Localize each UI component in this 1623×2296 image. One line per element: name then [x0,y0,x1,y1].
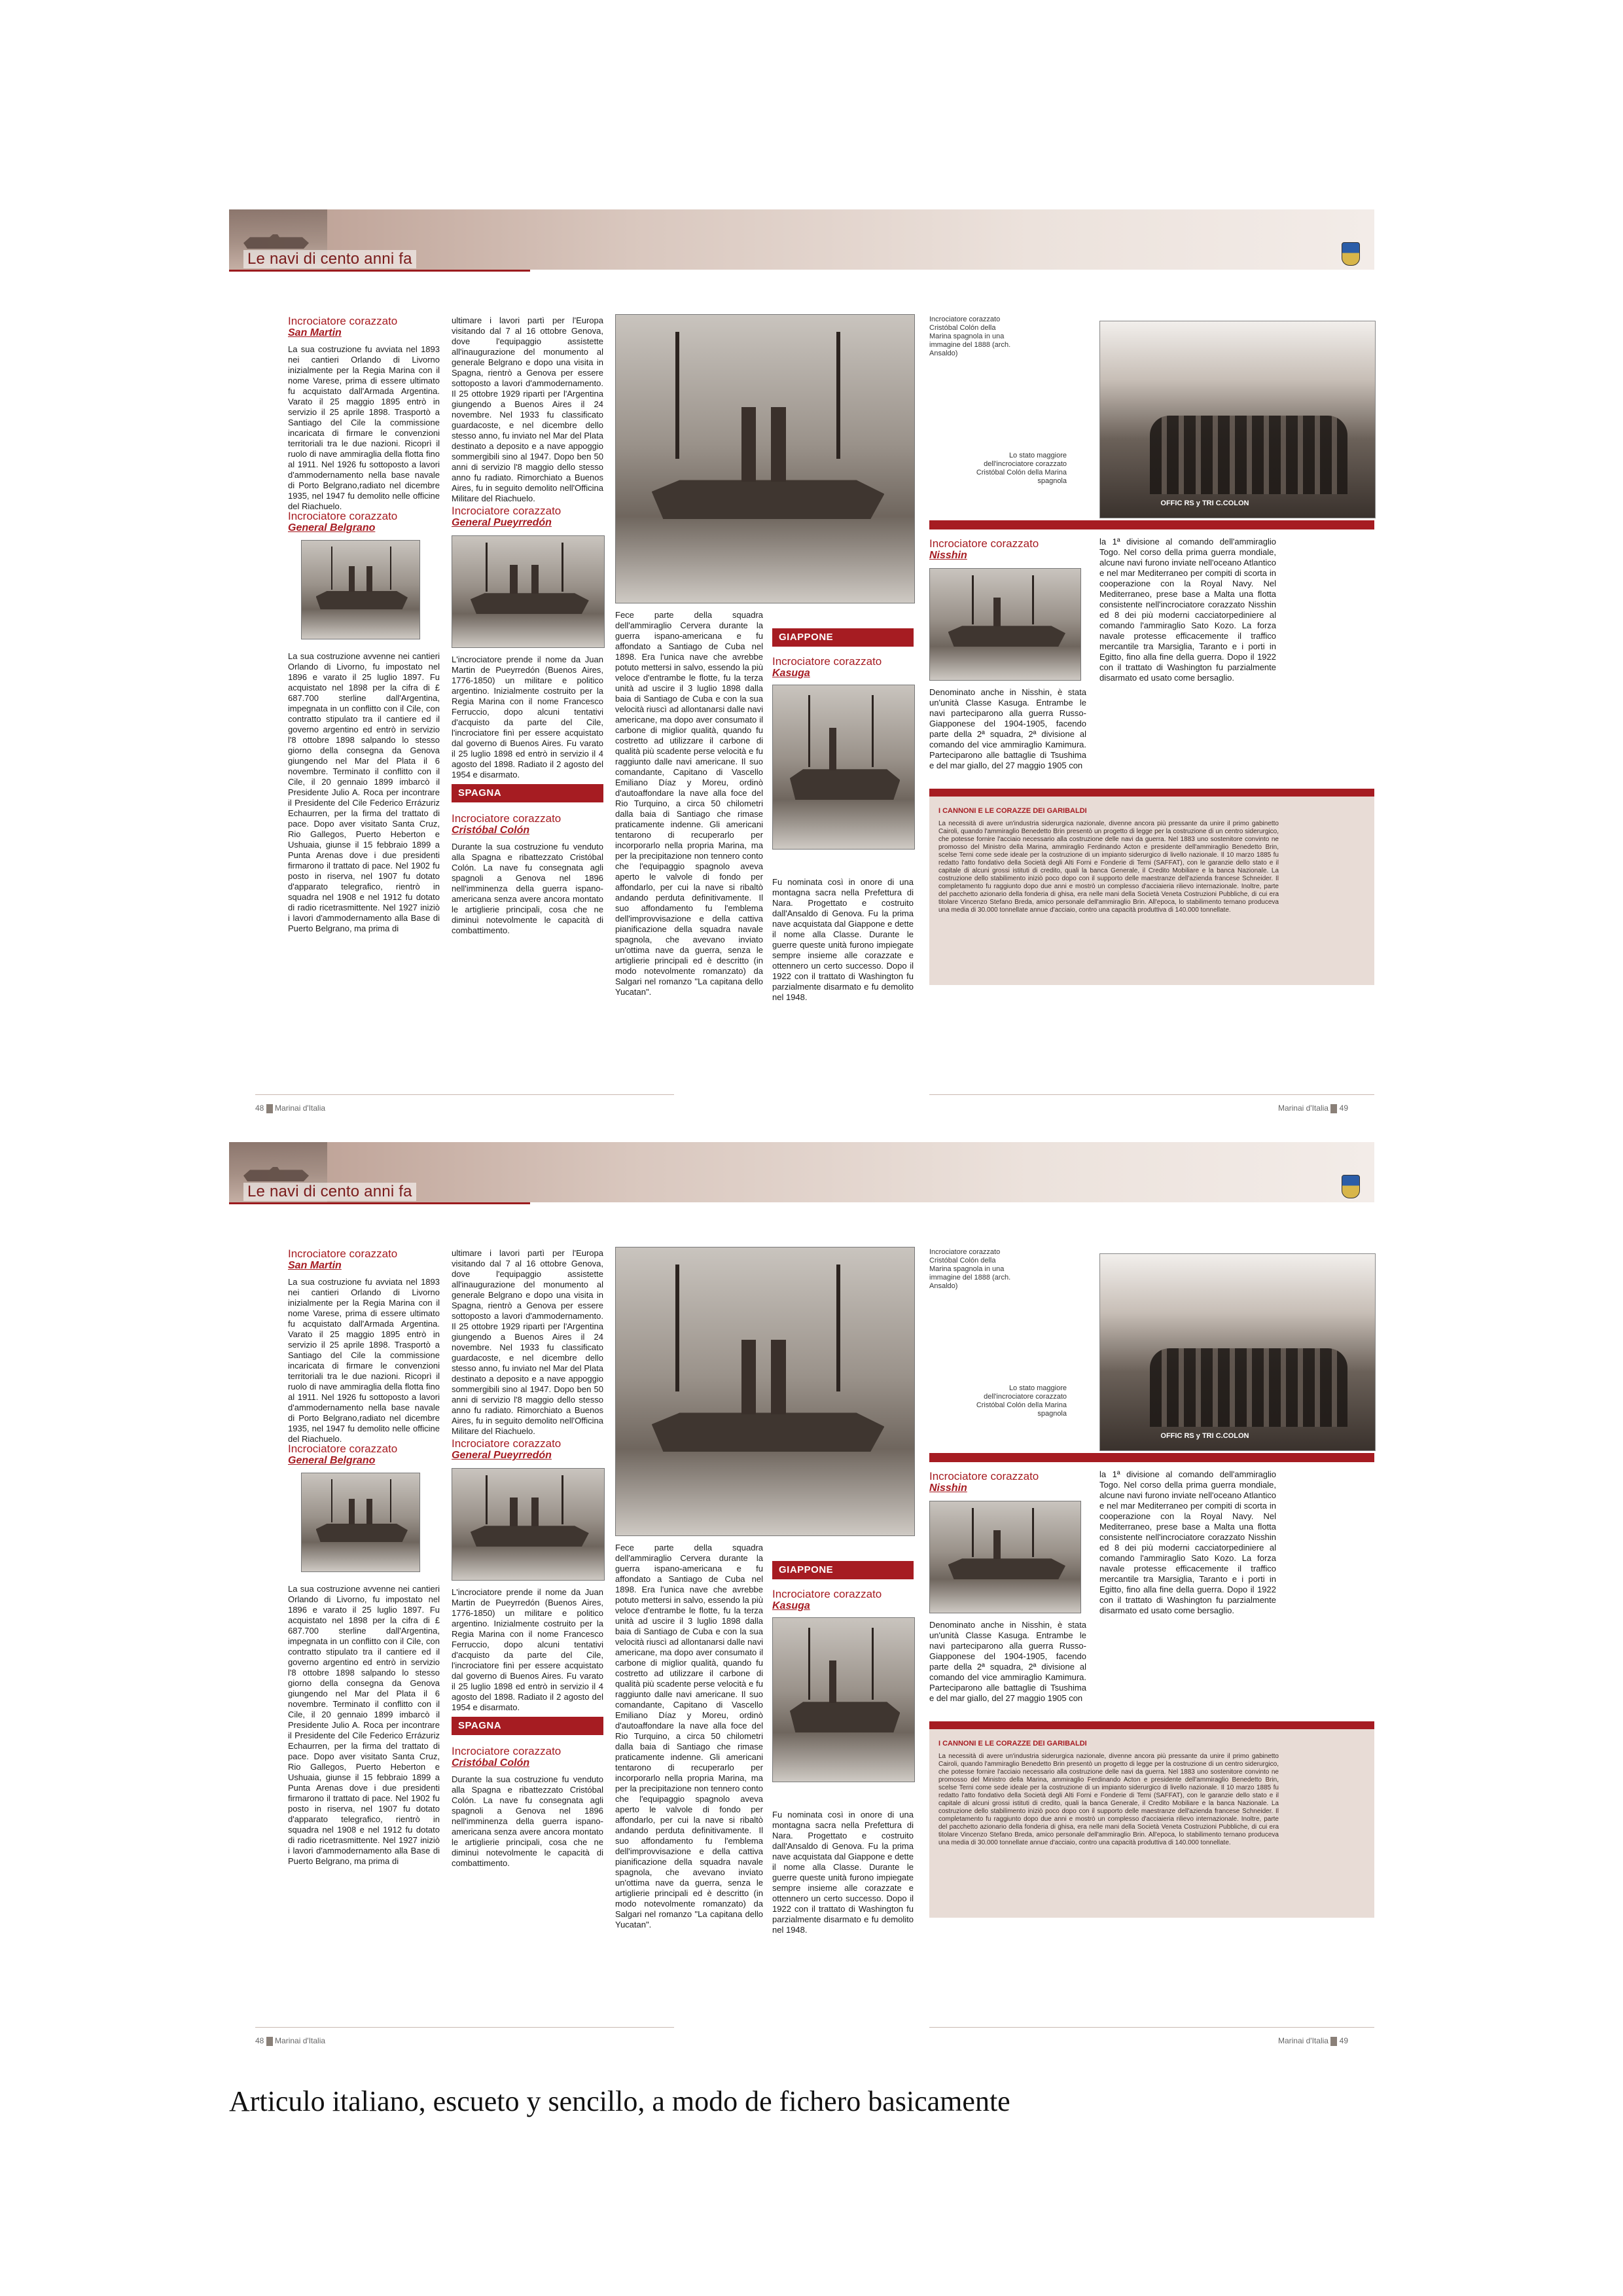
kasuga-kicker: Incrociatore corazzato [772,655,882,668]
general-pueyrredon-kicker: Incrociatore corazzato [452,505,562,517]
san-martin-text: La sua costruzione fu avviata nel 1893 nei cantieri Orlando di Livorno inizialmente per la Regia Marina con il nome Varese, prima di essere ultimato fu acquistato dall'Armada Argentina. Varato il 25 maggio 1895 entrò in servizio il 25 aprile 1898. Trasportò a Santiago del Cile la commissione incaricata di firmare le convenzioni territoriali tra le due nazioni. Ricoprì il ruolo di nave ammiraglia della flotta fino al 1911. Nel 1926 fu sottoposto a lavori d'ammodernamento nella base navale di Porto Belgrano,radiato nel dicembre 1935, nel 1947 fu demolito nelle officine del Riachuelo. [288,1277,440,1444]
crew-photo [1099,321,1376,518]
kasuga-photo [772,685,915,850]
general-belgrano-kicker: Incrociatore corazzato [288,1443,398,1455]
belgrano-continued-text: ultimare i lavori partì per l'Europa visitando dal 7 al 16 ottobre Genova, dove l'equipaggio assistette all'inaugurazione del monumento al generale Belgrano e dopo una visita in Spagna, rientrò a Genova per essere sottoposto a lavori d'ammodernamento. Il 25 ottobre 1929 ripartì per l'Argentina giungendo a Buenos Aires il 24 novembre. Nel 1933 fu classificato guardacoste, e nel dicembre dello stesso anno, fu inviato nel Mar del Plata destinato a deposito e a nave appoggio sommergibili sino al 1947. Dopo ben 50 anni di servizio l'8 maggio dello stesso anno fu radiato. Rimorchiato a Buenos Aires, fu in seguito demolito nell'Officina Militare del Riachuelo. [452,1248,603,1436]
sidebar-box-text: La necessità di avere un'industria siderurgica nazionale, divenne ancora più pressante da unire il primo gabinetto Cairoli, quando l'ammiraglio Benedetto Brin presentò un progetto di legge per la costruzione di un centro siderurgico, che potesse fornire l'acciaio necessario alla costruzione delle navi da guerra. Nel 1883 uno sostenitore convinto ne promosso del Ministro della Marina, ammiraglio Ferdinando Acton e presidente dell'ammiraglio Benedetto Brin, scelse Terni come sede ideale per la costruzione di un impianto siderurgico di livello nazionale. Il 10 marzo 1885 fu redatto l'atto fondativo della Società degli Alti Forni e Fonderie di Terni (SAFFAT), con le garanzie dello stato e il capitale di alcuni grossi istituti di credito, quali la banca Generale, il Credito Mobiliare e la banca Nazionale. La costruzione dello stabilimento iniziò poco dopo con il supporto delle maestranze dell'azienda francese Schneider. Il completamento fu raggiunto dopo due anni e mostrò un complesso d'acciaieria rilievo internazionale. Inoltre, parte del pacchetto azionario della fonderia di ghisa, era nelle mani della Società Veneta Costruzioni Pubbliche, di cui era titolare Vincenzo Stefano Breda, amico personale dell'ammiraglio Brin. All'epoca, lo stabilimento ternano produceva una media di 30.000 tonnellate annue d'acciaio, contro una capacità produttiva di 140.000 tonnellate. [938,1753,1279,1846]
san-martin-kicker: Incrociatore corazzato [288,315,398,327]
header-title: Le navi di cento anni fa [243,250,416,268]
san-martin-name: San Martin [288,327,342,338]
footer-label-right: Marinai d'Italia [1277,2036,1329,2045]
cristobal-colon-history-text: Fece parte della squadra dell'ammiraglio Cervera durante la guerra ispano-americana e fu affondato a Santiago de Cuba nel 1898. Era l'unica nave che avrebbe potuto mettersi in salvo, essendo la più veloce d'entrambe le flotte, fu la terza unità ad uscire il 3 luglio 1898 dalla baia di Santiago de Cuba e con la sua velocità riuscì ad allontanarsi dalle navi americane, ma dopo aver consumato il carbone di miglior qualità, quando fu costretto ad utilizzare il carbone di qualità più scadente perse velocità e fu raggiunto dalle navi americane. Il suo comandante, Capitano di Vascello Emiliano Díaz y Moreu, ordinò d'autoaffondare la nave alla foce del Rio Turquino, a circa 50 chilometri dalla baia di Santiago che rimase praticamente indenne. Gli americani tentarono di recuperarlo per incorporarlo nella propria Marina, ma per la precipitazione non tennero conto che l'equipaggio spagnolo aveva aperto le valvole di fondo per affondarlo, per cui la nave si ribaltò andando perduta definitivamente. Il suo affondamento fu l'emblema dell'improvvisazione e della cattiva pianificazione della squadra navale spagnola, che avevano inviato un'ottima nave da guerra, senza le artiglierie principali ed è descritto (in modo notevolmente romanzato) da Salgari nel romanzo "La capitana dello Yucatan". [615,610,763,997]
kasuga-text: Fu nominata così in onore di una montagna sacra nella Prefettura di Nara. Progettato e costruito dall'Ansaldo di Genova. Fu la prima nave acquistata dal Giappone e dette il nome alla Classe. Durante le guerre queste unità furono impiegate sempre insieme alle corazzate e ottennero un certo successo. Dopo il 1922 con il trattato di Washington fu parzialmente disarmato e fu demolito nel 1948. [772,877,914,1002]
nisshin-photo [929,1501,1081,1613]
bottom-caption: Articulo italiano, escueto y sencillo, a modo de fichero basicamente [229,2085,1010,2117]
footer-square-icon [266,1104,273,1113]
general-pueyrredon-text: L'incrociatore prende il nome da Juan Martin de Pueyrredón (Buenos Aires, 1776-1850) un militare e politico argentino. Inizialmente costruito per la Regia Marina con il nome Francesco Ferruccio, dopo alcuni tentativi d'acquisto da parte del Cile, l'incrociatore finì per essere acquistato dal governo di Buenos Aires. Fu varato il 25 luglio 1898 ed entrò in servizio il 4 agosto del 1898. Radiato il 2 agosto del 1954 e disarmato. [452,655,603,780]
general-belgrano-photo [301,540,420,639]
nisshin-name: Nisshin [929,1482,967,1494]
footer-square-icon [266,2037,273,2046]
sidebar-box [929,1721,1374,1918]
cristobal-colon-kicker: Incrociatore corazzato [452,1745,562,1757]
general-belgrano-text: La sua costruzione avvenne nei cantieri Orlando di Livorno, fu impostato nel 1896 e varato il 25 luglio 1897. Fu acquistato nel 1898 per la cifra di £ 687.700 sterline dall'Argentina, impegnata in un conflitto con il Cile, con contratto stipulato tra il cantiere ed il governo argentino ed entrò in servizio l'8 ottobre 1898 salpando lo stesso giorno della consegna da Genova giungendo nel Mar del Plata il 6 novembre. Terminato il conflitto con il Cile, il 20 gennaio 1899 imbarcò il Presidente Julio A. Roca per incontrare il Presidente del Cile Federico Errázuriz Echaurren, per la firma del trattato di pace. Dopo aver visitato Santa Cruz, Rio Gallegos, Puerto Heberton e Ushuaia, giunse il 15 febbraio 1899 a Punta Arenas dove i due presidenti firmarono il trattato di pace. Nel 1902 fu posto in riserva, nel 1907 fu dotato d'apparato telegrafico, rientrò in squadra nel 1908 e nel 1912 fu dotato di radio ricetrasmittente. Nel 1927 iniziò i lavori d'ammodernamento alla Base di Puerto Belgrano, ma prima di [288,1584,440,1866]
section-bar-spagna: SPAGNA [452,784,603,802]
section-bar-giappone: GIAPPONE [772,628,914,647]
cristobal-colon-history-text: Fece parte della squadra dell'ammiraglio Cervera durante la guerra ispano-americana e fu affondato a Santiago de Cuba nel 1898. Era l'unica nave che avrebbe potuto mettersi in salvo, essendo la più veloce d'entrambe le flotte, fu la terza unità ad uscire il 3 luglio 1898 dalla baia di Santiago de Cuba e con la sua velocità riuscì ad allontanarsi dalle navi americane, ma dopo aver consumato il carbone di miglior qualità, quando fu costretto ad utilizzare il carbone di qualità più scadente perse velocità e fu raggiunto dalle navi americane. Il suo comandante, Capitano di Vascello Emiliano Díaz y Moreu, ordinò d'autoaffondare la nave alla foce del Rio Turquino, a circa 50 chilometri dalla baia di Santiago che rimase praticamente indenne. Gli americani tentarono di recuperarlo per incorporarlo nella propria Marina, ma per la precipitazione non tennero conto che l'equipaggio spagnolo aveva aperto le valvole di fondo per affondarlo, per cui la nave si ribaltò andando perduta definitivamente. Il suo affondamento fu l'emblema dell'improvvisazione e della cattiva pianificazione della squadra navale spagnola, che avevano inviato un'ottima nave da guerra, senza le artiglierie principali ed è descritto (in modo notevolmente romanzato) da Salgari nel romanzo "La capitana dello Yucatan". [615,1543,763,1929]
footer-left [255,1103,325,1113]
general-belgrano-name: General Belgrano [288,522,376,533]
cristobal-colon-text: Durante la sua costruzione fu venduto alla Spagna e ribattezzato Cristóbal Colón. La nave fu consegnata agli spagnoli a Genova nel 1896 nell'imminenza della guerra ispano-americana senza avere ancora montato le artiglierie principali, cosa che ne diminuì notevolmente le capacità di combattimento. [452,842,603,935]
footer-rule-right [929,2027,1374,2028]
page-number-right: 49 [1339,2036,1348,2045]
crew-photo [1099,1253,1376,1451]
belgrano-continued-text: ultimare i lavori partì per l'Europa visitando dal 7 al 16 ottobre Genova, dove l'equipaggio assistette all'inaugurazione del monumento al generale Belgrano e dopo una visita in Spagna, rientrò a Genova per essere sottoposto a lavori d'ammodernamento. Il 25 ottobre 1929 ripartì per l'Argentina giungendo a Buenos Aires il 24 novembre. Nel 1933 fu classificato guardacoste, e nel dicembre dello stesso anno, fu inviato nel Mar del Plata destinato a deposito e a nave appoggio sommergibili sino al 1947. Dopo ben 50 anni di servizio l'8 maggio dello stesso anno fu radiato. Rimorchiato a Buenos Aires, fu in seguito demolito nell'Officina Militare del Riachuelo. [452,315,603,503]
footer-right [1278,2036,1348,2046]
nisshin-text-continued: la 1ª divisione al comando dell'ammiraglio Togo. Nel corso della prima guerra mondiale, alcune navi furono inviate nell'oceano Atlantico e nel mar Mediterraneo per compiti di scorta in cooperazione con la Royal Navy. Nel Mediterraneo, prese base a Malta una flotta consistente nell'incrociatore corazzato Nisshin ed 8 dei più moderni cacciatorpediniere al comando l'ammiraglio Sato Kozo. La forza navale protesse efficacemente il traffico mercantile tra Marsiglia, Taranto e i porti in Egitto, fino alla fine della guerra. Dopo il 1922 con il trattato di Washington fu parzialmente disarmato ed usato come bersaglio. [1099,1469,1276,1615]
footer-rule-left [255,1094,674,1095]
nisshin-kicker: Incrociatore corazzato [929,1470,1039,1482]
header-rule [229,270,530,272]
kasuga-text: Fu nominata così in onore di una montagna sacra nella Prefettura di Nara. Progettato e costruito dall'Ansaldo di Genova. Fu la prima nave acquistata dal Giappone e dette il nome alla Classe. Durante le guerre queste unità furono impiegate sempre insieme alle corazzate e ottennero un certo successo. Dopo il 1922 con il trattato di Washington fu parzialmente disarmato e fu demolito nel 1948. [772,1810,914,1935]
page-number-right: 49 [1339,1103,1348,1113]
footer-left [255,2036,325,2046]
cristobal-colon-name: Cristóbal Colón [452,1757,530,1768]
footer-square-icon [1330,1104,1337,1113]
general-pueyrredon-photo [452,1468,605,1581]
red-rule-top [929,1453,1374,1462]
footer-square-icon [1330,2037,1337,2046]
magazine-spread-2 [229,1142,1374,2052]
sidebar-box [929,789,1374,985]
footer-right [1278,1103,1348,1113]
sidebar-box-title: I CANNONI E LE CORAZZE DEI GARIBALDI [938,1740,1087,1748]
kasuga-name: Kasuga [772,1600,810,1611]
navy-crest-icon [1342,1175,1360,1198]
nisshin-text: Denominato anche in Nisshin, è stata un'unità Classe Kasuga. Entrambe le navi parteciparono alla guerra Russo-Giapponese del 1904-1905, facendo parte della 2ª squadra, 2ª divisione al comando del vice ammiraglio Kamimura. Parteciparono alle battaglie di Tsushima e del mar giallo, del 27 maggio 1905 con [929,1620,1086,1703]
cristobal-colon-name: Cristóbal Colón [452,825,530,836]
footer-label-left: Marinai d'Italia [275,1103,326,1113]
colon-photo-caption: Incrociatore corazzato Cristóbal Colón della Marina spagnola in una immagine del 1888 (arch. Ansaldo) [929,315,1011,357]
navy-crest-icon [1342,242,1360,266]
crew-photo-caption: Lo stato maggiore dell'incrociatore corazzato Cristóbal Colón della Marina spagnola [976,452,1067,485]
san-martin-text: La sua costruzione fu avviata nel 1893 nei cantieri Orlando di Livorno inizialmente per la Regia Marina con il nome Varese, prima di essere ultimato fu acquistato dall'Armada Argentina. Varato il 25 maggio 1895 entrò in servizio il 25 aprile 1898. Trasportò a Santiago del Cile la commissione incaricata di firmare le convenzioni territoriali tra le due nazioni. Ricoprì il ruolo di nave ammiraglia della flotta fino al 1911. Nel 1926 fu sottoposto a lavori d'ammodernamento nella base navale di Porto Belgrano,radiato nel dicembre 1935, nel 1947 fu demolito nelle officine del Riachuelo. [288,344,440,511]
colon-photo-caption: Incrociatore corazzato Cristóbal Colón della Marina spagnola in una immagine del 1888 (arch. Ansaldo) [929,1248,1011,1290]
kasuga-kicker: Incrociatore corazzato [772,1588,882,1600]
sidebar-box-text: La necessità di avere un'industria siderurgica nazionale, divenne ancora più pressante da unire il primo gabinetto Cairoli, quando l'ammiraglio Benedetto Brin presentò un progetto di legge per la costruzione di un centro siderurgico, che potesse fornire l'acciaio necessario alla costruzione delle navi da guerra. Nel 1883 uno sostenitore convinto ne promosso del Ministro della Marina, ammiraglio Ferdinando Acton e presidente dell'ammiraglio Benedetto Brin, scelse Terni come sede ideale per la costruzione di un impianto siderurgico di livello nazionale. Il 10 marzo 1885 fu redatto l'atto fondativo della Società degli Alti Forni e Fonderie di Terni (SAFFAT), con le garanzie dello stato e il capitale di alcuni grossi istituti di credito, quali la banca Generale, il Credito Mobiliare e la banca Nazionale. La costruzione dello stabilimento iniziò poco dopo con il supporto delle maestranze dell'azienda francese Schneider. Il completamento fu raggiunto dopo due anni e mostrò un complesso d'acciaieria rilievo internazionale. Inoltre, parte del pacchetto azionario della fonderia di ghisa, era nelle mani della Società Veneta Costruzioni Pubbliche, di cui era titolare Vincenzo Stefano Breda, amico personale dell'ammiraglio Brin. All'epoca, lo stabilimento ternano produceva una media di 30.000 tonnellate annue d'acciaio, contro una capacità produttiva di 140.000 tonnellate. [938,820,1279,914]
section-bar-giappone: GIAPPONE [772,1561,914,1579]
san-martin-kicker: Incrociatore corazzato [288,1247,398,1260]
red-rule-top [929,520,1374,529]
nisshin-photo [929,568,1081,681]
header-title: Le navi di cento anni fa [243,1183,416,1201]
general-pueyrredon-kicker: Incrociatore corazzato [452,1437,562,1450]
header-rule [229,1202,530,1204]
crew-photo-caption: Lo stato maggiore dell'incrociatore corazzato Cristóbal Colón della Marina spagnola [976,1384,1067,1418]
footer-label-left: Marinai d'Italia [275,2036,326,2045]
general-belgrano-photo [301,1473,420,1572]
general-belgrano-kicker: Incrociatore corazzato [288,510,398,522]
footer-rule-right [929,1094,1374,1095]
page-number-left: 48 [255,2036,264,2045]
nisshin-text: Denominato anche in Nisshin, è stata un'unità Classe Kasuga. Entrambe le navi parteciparono alla guerra Russo-Giapponese del 1904-1905, facendo parte della 2ª squadra, 2ª divisione al comando del vice ammiraglio Kamimura. Parteciparono alle battaglie di Tsushima e del mar giallo, del 27 maggio 1905 con [929,687,1086,770]
general-belgrano-text: La sua costruzione avvenne nei cantieri Orlando di Livorno, fu impostato nel 1896 e varato il 25 luglio 1897. Fu acquistato nel 1898 per la cifra di £ 687.700 sterline dall'Argentina, impegnata in un conflitto con il Cile, con contratto stipulato tra il cantiere ed il governo argentino ed entrò in servizio l'8 ottobre 1898 salpando lo stesso giorno della consegna da Genova giungendo nel Mar del Plata il 6 novembre. Terminato il conflitto con il Cile, il 20 gennaio 1899 imbarcò il Presidente Julio A. Roca per incontrare il Presidente del Cile Federico Errázuriz Echaurren, per la firma del trattato di pace. Dopo aver visitato Santa Cruz, Rio Gallegos, Puerto Heberton e Ushuaia, giunse il 15 febbraio 1899 a Punta Arenas dove i due presidenti firmarono il trattato di pace. Nel 1902 fu posto in riserva, nel 1907 fu dotato d'apparato telegrafico, rientrò in squadra nel 1908 e nel 1912 fu dotato di radio ricetrasmittente. Nel 1927 iniziò i lavori d'ammodernamento alla Base di Puerto Belgrano, ma prima di [288,651,440,933]
cristobal-colon-kicker: Incrociatore corazzato [452,812,562,825]
general-pueyrredon-text: L'incrociatore prende il nome da Juan Martin de Pueyrredón (Buenos Aires, 1776-1850) un militare e politico argentino. Inizialmente costruito per la Regia Marina con il nome Francesco Ferruccio, dopo alcuni tentativi d'acquisto da parte del Cile, l'incrociatore finì per essere acquistato dal governo di Buenos Aires. Fu varato il 25 luglio 1898 ed entrò in servizio il 4 agosto del 1898. Radiato il 2 agosto del 1954 e disarmato. [452,1587,603,1712]
nisshin-kicker: Incrociatore corazzato [929,537,1039,550]
general-pueyrredon-name: General Pueyrredón [452,517,552,528]
footer-label-right: Marinai d'Italia [1277,1103,1329,1113]
cristobal-colon-photo [615,1247,915,1536]
cristobal-colon-text: Durante la sua costruzione fu venduto alla Spagna e ribattezzato Cristóbal Colón. La nave fu consegnata agli spagnoli a Genova nel 1896 nell'imminenza della guerra ispano-americana senza avere ancora montato le artiglierie principali, cosa che ne diminuì notevolmente le capacità di combattimento. [452,1774,603,1868]
sidebar-box-title: I CANNONI E LE CORAZZE DEI GARIBALDI [938,807,1087,815]
crew-photo-inscription: OFFIC RS y TRI C.COLON [1160,499,1249,507]
general-belgrano-name: General Belgrano [288,1455,376,1466]
section-bar-spagna: SPAGNA [452,1717,603,1735]
page-number-left: 48 [255,1103,264,1113]
general-pueyrredon-photo [452,535,605,648]
kasuga-photo [772,1617,915,1782]
san-martin-name: San Martin [288,1260,342,1271]
nisshin-name: Nisshin [929,550,967,561]
general-pueyrredon-name: General Pueyrredón [452,1450,552,1461]
kasuga-name: Kasuga [772,668,810,679]
magazine-spread-1 [229,209,1374,1119]
crew-photo-inscription: OFFIC RS y TRI C.COLON [1160,1432,1249,1440]
cristobal-colon-photo [615,314,915,603]
nisshin-text-continued: la 1ª divisione al comando dell'ammiraglio Togo. Nel corso della prima guerra mondiale, alcune navi furono inviate nell'oceano Atlantico e nel mar Mediterraneo per compiti di scorta in cooperazione con la Royal Navy. Nel Mediterraneo, prese base a Malta una flotta consistente nell'incrociatore corazzato Nisshin ed 8 dei più moderni cacciatorpediniere al comando l'ammiraglio Sato Kozo. La forza navale protesse efficacemente il traffico mercantile tra Marsiglia, Taranto e i porti in Egitto, fino alla fine della guerra. Dopo il 1922 con il trattato di Washington fu parzialmente disarmato ed usato come bersaglio. [1099,537,1276,683]
footer-rule-left [255,2027,674,2028]
